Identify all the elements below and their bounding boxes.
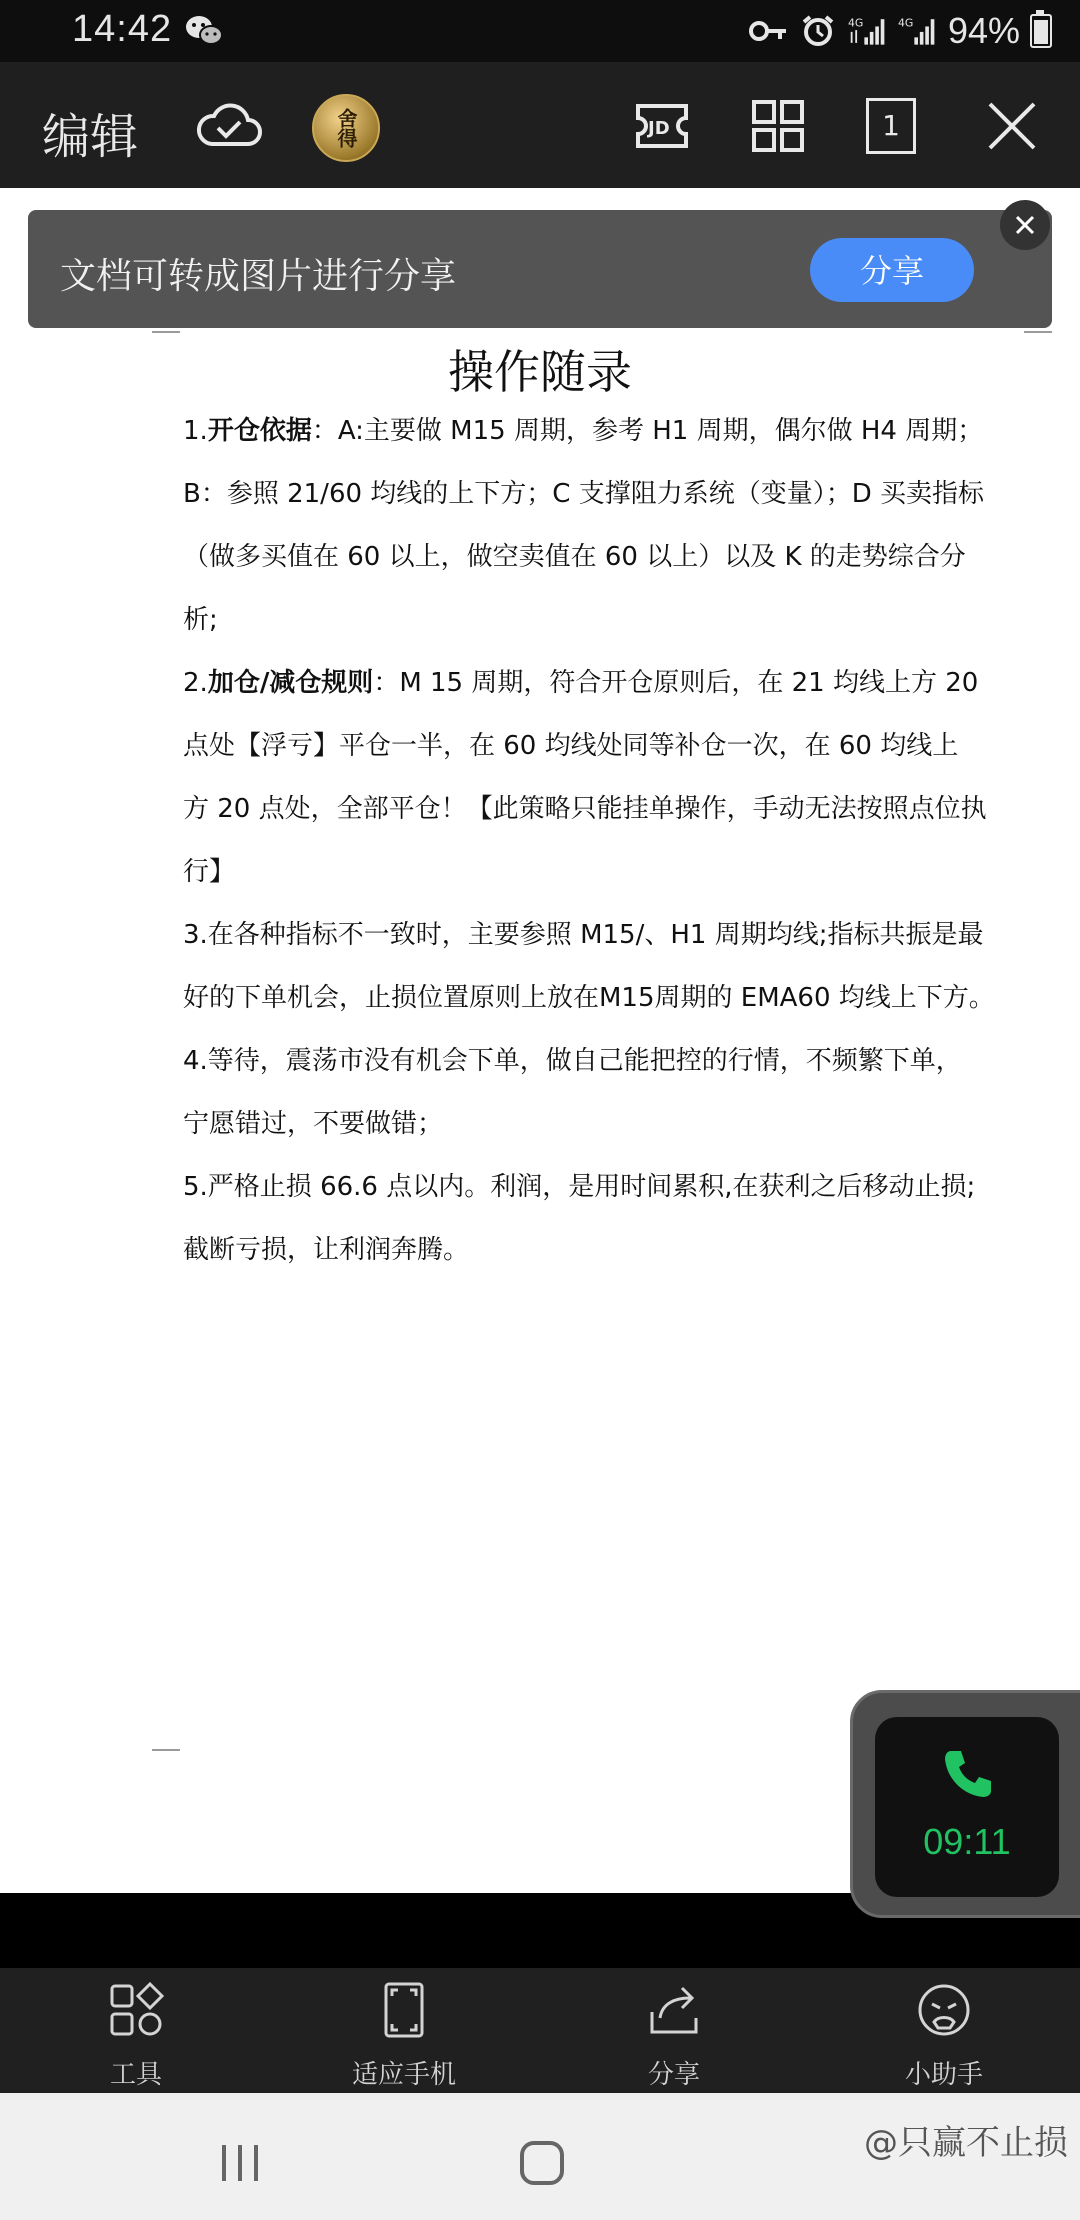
- paragraph-text: 3.在各种指标不一致时，主要参照 M15/、H1 周期均线;指标共振是最: [183, 920, 984, 950]
- assistant-button[interactable]: [844, 1982, 1044, 2092]
- bottom-toolbar: [0, 1968, 1080, 2093]
- paragraph-text: 4.等待，震荡市没有机会下单，做自己能把控的行情，不频繁下单，: [183, 1046, 962, 1076]
- document-paragraph: [183, 652, 1033, 904]
- paragraph-line: 方 20 点处，全部平仓！【此策略只能挂单操作，手动无法按照点位执: [183, 794, 987, 824]
- wechat-icon: [184, 14, 224, 48]
- share-icon: [646, 1982, 702, 2038]
- share-label: 分享: [647, 2060, 700, 2090]
- paragraph-heading: 开仓依据: [207, 416, 312, 446]
- page-count: 1: [882, 109, 900, 142]
- paragraph-text: ：M 15 周期，符合开仓原则后，在 21 均线上方 20: [373, 668, 979, 698]
- paragraph-heading: 加仓/减仓规则: [207, 668, 374, 698]
- editor-toolbar: [0, 62, 1080, 188]
- paragraph-number: 1.: [183, 416, 208, 446]
- edit-button[interactable]: 编辑: [42, 109, 139, 165]
- watermark: @只赢不止损: [864, 2123, 1068, 2163]
- banner-close-button[interactable]: [1000, 200, 1050, 250]
- paragraph-line: [183, 1156, 1033, 1219]
- close-icon[interactable]: [984, 98, 1040, 154]
- call-widget-inner: [875, 1717, 1059, 1897]
- banner-text: 文档可转成图片进行分享: [60, 256, 457, 297]
- document-page: [0, 328, 1080, 1893]
- tools-button[interactable]: [36, 1982, 236, 2092]
- avatar-text: 舍得: [334, 108, 358, 148]
- share-button[interactable]: 分享: [810, 238, 974, 302]
- avatar[interactable]: [312, 94, 380, 162]
- paragraph-line: B：参照 21/60 均线的上下方；C 支撑阻力系统（变量）；D 买卖指标: [183, 479, 984, 509]
- battery-fill: [1034, 20, 1048, 44]
- status-bar: [0, 0, 1080, 62]
- paragraph-line: 好的下单机会，止损位置原则上放在M15周期的 EMA60 均线上下方。: [183, 983, 995, 1013]
- paragraph-line: 宁愿错过，不要做错；: [183, 1109, 444, 1139]
- system-nav-bar: [0, 2093, 1080, 2220]
- status-time: 14:42: [72, 8, 173, 50]
- battery-percent: 94%: [947, 10, 1020, 51]
- paragraph-text: 5.严格止损 66.6 点以内。利润，是用时间累积,在获利之后移动止损;: [183, 1172, 976, 1202]
- grid-view-icon[interactable]: [750, 98, 806, 154]
- tools-label: 工具: [109, 2060, 162, 2090]
- alarm-icon: [798, 14, 838, 48]
- paragraph-line: [183, 652, 1033, 715]
- document-paragraph: [183, 1030, 1033, 1156]
- paragraph-line: （做多买值在 60 以上，做空卖值在 60 以上）以及 K 的走势综合分: [183, 542, 966, 572]
- home-button[interactable]: [518, 2139, 566, 2187]
- page-count-button[interactable]: [866, 98, 916, 154]
- call-widget[interactable]: [850, 1690, 1080, 1918]
- svg-text:4G: 4G: [897, 16, 914, 30]
- paragraph-line: 点处【浮亏】平仓一半，在 60 均线处同等补仓一次，在 60 均线上: [183, 731, 959, 761]
- recent-apps-button[interactable]: [218, 2141, 262, 2185]
- paragraph-line: 析;: [183, 605, 218, 635]
- signal-4g-icon: [898, 14, 938, 48]
- svg-text:JD: JD: [648, 118, 670, 139]
- paragraph-line: 截断亏损，让利润奔腾。: [183, 1235, 470, 1265]
- share-banner: [28, 210, 1052, 328]
- vpn-key-icon: [748, 14, 788, 48]
- page-corner-mark: [152, 1748, 180, 1776]
- cloud-sync-icon[interactable]: [196, 98, 262, 150]
- paragraph-line: [183, 904, 1033, 967]
- document-paragraph: [183, 1156, 1033, 1282]
- assistant-label: 小助手: [904, 2060, 983, 2090]
- signal-4g-icon: [848, 14, 888, 48]
- fit-phone-button[interactable]: [304, 1982, 504, 2092]
- document-paragraph: [183, 400, 1033, 652]
- call-duration: 09:11: [923, 1821, 1011, 1862]
- share-tab-button[interactable]: [574, 1982, 774, 2092]
- close-icon: [1014, 214, 1036, 236]
- paragraph-text: ：A:主要做 M15 周期，参考 H1 周期，偶尔做 H4 周期；: [311, 416, 984, 446]
- jd-icon[interactable]: [634, 98, 690, 154]
- document-title: 操作随录: [448, 345, 632, 399]
- paragraph-line: 行】: [183, 857, 236, 887]
- document-paragraph: [183, 904, 1033, 1030]
- svg-text:4G: 4G: [847, 16, 864, 30]
- paragraph-number: 2.: [183, 668, 208, 698]
- fit-phone-label: 适应手机: [351, 2060, 456, 2090]
- paragraph-line: [183, 400, 1033, 463]
- phone-icon: [939, 1745, 995, 1801]
- fit-phone-icon: [376, 1982, 432, 2038]
- tools-grid-icon: [108, 1982, 164, 2038]
- battery-icon: [1030, 14, 1052, 48]
- paragraph-line: [183, 1030, 1033, 1093]
- assistant-icon: [916, 1982, 972, 2038]
